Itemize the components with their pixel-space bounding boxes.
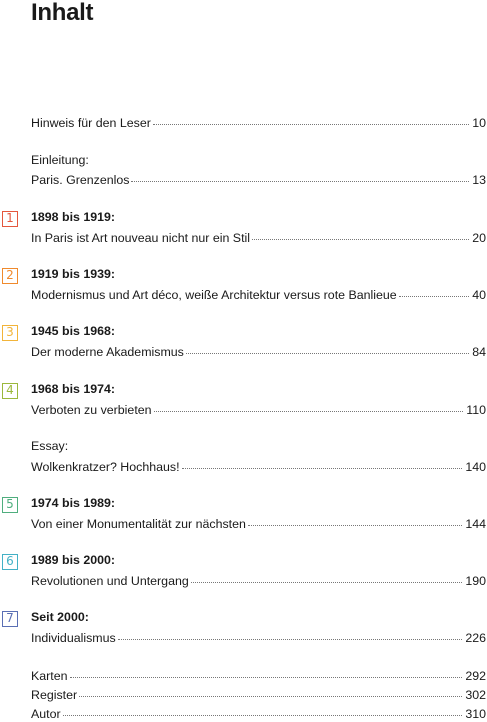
page-number: 302 xyxy=(465,688,486,702)
dot-leader xyxy=(186,353,469,354)
dot-leader xyxy=(191,582,463,583)
entry-title: In Paris ist Art nouveau nicht nur ein Stil xyxy=(31,231,251,245)
entry-title: Modernismus und Art déco, weiße Architektur versus rote Banlieue xyxy=(31,288,397,302)
dot-leader xyxy=(131,181,469,182)
page-title: Inhalt xyxy=(31,0,94,26)
entry-title: Karten xyxy=(31,669,68,683)
page-number: 20 xyxy=(472,231,486,245)
page-number: 292 xyxy=(465,669,486,683)
dot-leader xyxy=(154,411,464,412)
chapter-number-badge: 2 xyxy=(2,268,18,284)
dot-leader xyxy=(399,296,470,297)
dot-leader xyxy=(63,715,463,716)
chapter-number-badge: 4 xyxy=(2,383,18,399)
dot-leader xyxy=(182,468,463,469)
entry-title: Individualismus xyxy=(31,631,116,645)
chapter-heading: 1945 bis 1968: xyxy=(31,324,116,338)
entry-prefix: Einleitung: xyxy=(31,153,89,167)
chapter-heading: 1989 bis 2000: xyxy=(31,553,116,567)
page-number: 40 xyxy=(472,288,486,302)
dot-leader xyxy=(118,639,463,640)
entry-title: Von einer Monumentalität zur nächsten xyxy=(31,517,246,531)
entry-title: Autor xyxy=(31,707,61,721)
page-number: 144 xyxy=(465,517,486,531)
dot-leader xyxy=(79,696,462,697)
chapter-heading: 1968 bis 1974: xyxy=(31,382,116,396)
chapter-number-badge: 3 xyxy=(2,325,18,341)
chapter-heading: 1898 bis 1919: xyxy=(31,210,116,224)
entry-title: Der moderne Akademismus xyxy=(31,345,184,359)
dot-leader xyxy=(248,525,462,526)
entry-title: Register xyxy=(31,688,78,702)
dot-leader xyxy=(70,677,463,678)
page-number: 226 xyxy=(465,631,486,645)
entry-title: Hinweis für den Leser xyxy=(31,116,151,130)
chapter-number-badge: 7 xyxy=(2,611,18,627)
chapter-number-badge: 1 xyxy=(2,211,18,227)
entry-title: Verboten zu verbieten xyxy=(31,403,152,417)
dot-leader xyxy=(153,124,469,125)
page-number: 84 xyxy=(472,345,486,359)
entry-prefix: Essay: xyxy=(31,439,69,453)
page-number: 110 xyxy=(466,403,486,417)
entry-title: Revolutionen und Untergang xyxy=(31,574,189,588)
chapter-heading: 1919 bis 1939: xyxy=(31,267,116,281)
page-number: 10 xyxy=(472,116,486,130)
entry-title: Paris. Grenzenlos xyxy=(31,173,130,187)
chapter-heading: Seit 2000: xyxy=(31,610,89,624)
page-number: 190 xyxy=(465,574,486,588)
chapter-number-badge: 6 xyxy=(2,554,18,570)
dot-leader xyxy=(252,239,469,240)
page-number: 13 xyxy=(472,173,486,187)
page-number: 140 xyxy=(465,460,486,474)
chapter-number-badge: 5 xyxy=(2,497,18,513)
page-number: 310 xyxy=(465,707,486,721)
entry-title: Wolkenkratzer? Hochhaus! xyxy=(31,460,180,474)
chapter-heading: 1974 bis 1989: xyxy=(31,496,116,510)
